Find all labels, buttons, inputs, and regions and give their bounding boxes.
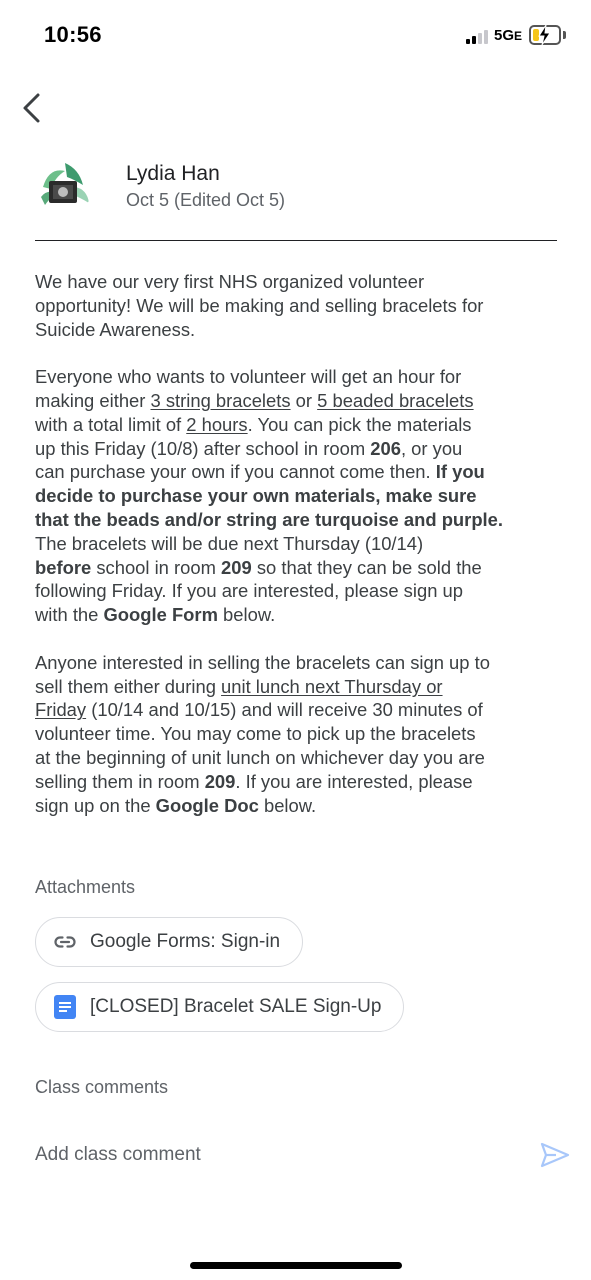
bold-text: before <box>35 556 92 578</box>
body-line <box>35 675 565 699</box>
charging-bolt-icon <box>534 24 556 46</box>
status-time: 10:56 <box>44 22 102 47</box>
body-line <box>35 698 565 722</box>
body-line: Everyone who wants to volunteer will get an hour for <box>35 366 462 388</box>
battery-cap <box>563 31 566 39</box>
post-date: Oct 5 (Edited Oct 5) <box>126 190 286 210</box>
attachment-label: Google Forms: Sign-in <box>90 931 281 952</box>
body-line <box>35 484 565 508</box>
body-text: sell them either during <box>35 675 222 697</box>
google-docs-icon <box>52 994 78 1020</box>
body-text: . You can pick the materials <box>247 413 472 435</box>
body-text: up this Friday (10/8) after school in room <box>35 437 371 459</box>
link-icon <box>52 929 78 955</box>
body-line <box>35 794 565 818</box>
bold-text: If you <box>435 461 485 483</box>
body-line <box>35 460 565 484</box>
network-label: 5G <box>494 27 515 44</box>
send-comment-button[interactable] <box>538 1140 572 1170</box>
class-comments-heading: Class comments <box>35 1077 169 1097</box>
body-line <box>35 413 565 437</box>
body-text: with a total limit of <box>35 413 187 435</box>
body-line <box>35 603 565 627</box>
body-text: selling them in room <box>35 770 205 792</box>
body-line: at the beginning of unit lunch on whichever day you are <box>35 746 485 768</box>
bold-text: 209 <box>204 770 236 792</box>
body-text: making either <box>35 389 151 411</box>
bold-text: decide to purchase your own materials, make sure <box>35 485 477 507</box>
body-text: , or you <box>400 437 463 459</box>
body-text: so that they can be sold the <box>251 556 482 578</box>
bold-text: Google Doc <box>155 794 259 816</box>
post-paragraph-1 <box>35 270 565 341</box>
post-paragraph-3 <box>35 651 565 818</box>
add-comment-input[interactable] <box>35 1140 515 1170</box>
body-line <box>35 508 565 532</box>
body-text: school in room <box>91 556 222 578</box>
body-line: We have our very first NHS organized volunteer <box>35 271 425 292</box>
body-line: following Friday. If you are interested, please sign up <box>35 580 463 602</box>
body-line: The bracelets will be due next Thursday (10/14) <box>35 532 424 554</box>
body-text: below. <box>258 794 317 816</box>
attachment-label: [CLOSED] Bracelet SALE Sign-Up <box>90 996 382 1017</box>
underlined-text: 2 hours <box>186 413 248 435</box>
body-text: with the <box>35 604 104 626</box>
post-paragraph-2 <box>35 365 565 627</box>
avatar-image <box>35 157 93 215</box>
bold-text: that the beads and/or string are turquoise and purple. <box>35 508 504 530</box>
body-line: Suicide Awareness. <box>35 318 196 340</box>
send-icon <box>538 1140 572 1170</box>
home-indicator[interactable] <box>190 1262 402 1269</box>
author-name: Lydia Han <box>126 162 220 185</box>
back-button[interactable] <box>18 90 50 126</box>
attachments-heading: Attachments <box>35 877 136 897</box>
bold-text: Google Form <box>103 604 218 626</box>
bold-text: 206 <box>370 437 401 459</box>
network-type <box>494 27 522 44</box>
body-text: (10/14 and 10/15) and will receive 30 minutes of <box>86 699 483 721</box>
network-suffix: E <box>514 29 523 43</box>
status-bar <box>0 0 591 70</box>
body-text: or <box>290 389 318 411</box>
underlined-text: 5 beaded bracelets <box>317 389 474 411</box>
attachment-google-form-chip[interactable] <box>35 917 303 967</box>
body-text: . If you are interested, please <box>235 770 473 792</box>
attachment-google-doc-chip[interactable] <box>35 982 404 1032</box>
bold-text: 209 <box>221 556 252 578</box>
battery-icon <box>529 25 561 45</box>
body-line: opportunity! We will be making and selling bracelets for <box>35 294 484 316</box>
author-avatar[interactable] <box>35 157 93 215</box>
body-text: sign up on the <box>35 794 156 816</box>
underlined-text: Friday <box>35 699 87 721</box>
body-line <box>35 556 565 580</box>
body-line: volunteer time. You may come to pick up the bracelets <box>35 723 476 745</box>
body-line <box>35 770 565 794</box>
body-line <box>35 389 565 413</box>
post-body <box>35 270 565 841</box>
underlined-text: unit lunch next Thursday or <box>221 675 443 697</box>
signal-strength-icon <box>466 28 492 44</box>
body-text: can purchase your own if you cannot come then. <box>35 461 436 483</box>
chevron-left-icon <box>18 90 50 126</box>
header-divider <box>35 240 557 241</box>
body-line <box>35 437 565 461</box>
body-text: below. <box>217 604 276 626</box>
body-line: Anyone interested in selling the bracelets can sign up to <box>35 651 490 673</box>
underlined-text: 3 string bracelets <box>150 389 291 411</box>
